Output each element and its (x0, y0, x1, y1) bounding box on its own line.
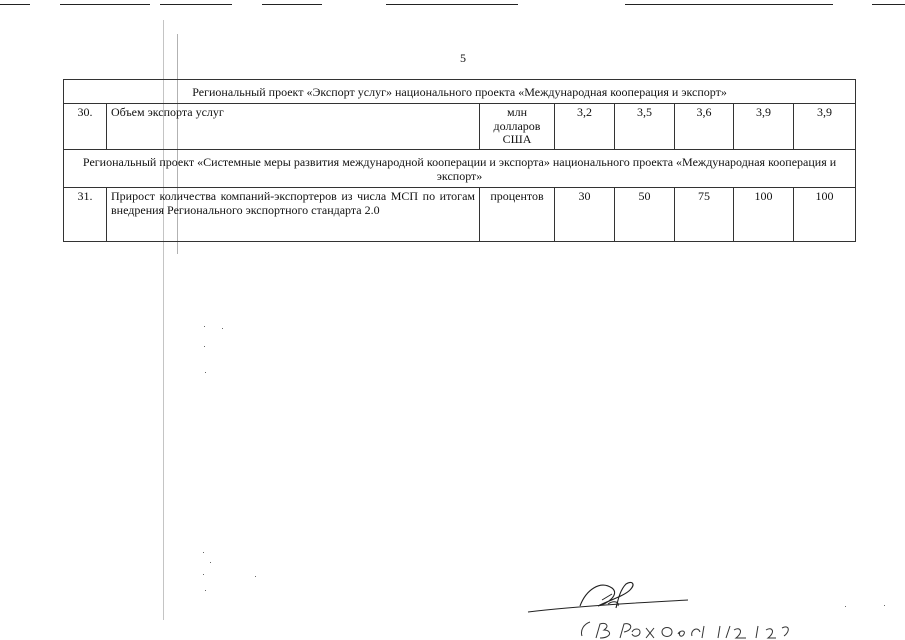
scan-speck (845, 606, 846, 607)
scan-speck (205, 590, 206, 591)
scan-speck (255, 576, 256, 577)
row-number: 30. (64, 103, 107, 149)
scan-edge-line (386, 4, 518, 5)
scan-edge-line (625, 4, 833, 5)
scan-speck (205, 372, 206, 373)
scan-speck (203, 552, 204, 553)
value-cell: 75 (675, 187, 734, 241)
value-cell: 3,9 (794, 103, 856, 149)
row-number: 31. (64, 187, 107, 241)
scan-speck (203, 574, 204, 575)
value-cell: 100 (734, 187, 794, 241)
scan-edge-line (0, 4, 30, 5)
table-row (64, 103, 856, 149)
unit-cell: млн долларов США (480, 103, 555, 149)
scan-edge-line (160, 4, 232, 5)
unit-cell: процентов (480, 187, 555, 241)
page-number: 5 (460, 51, 466, 65)
scan-edge-line (872, 4, 905, 5)
indicator-name: Объем экспорта услуг (107, 103, 480, 149)
value-cell: 3,5 (615, 103, 675, 149)
table-row (64, 187, 856, 241)
scan-speck (884, 605, 885, 606)
section-title: Региональный проект «Системные меры развития международной кооперации и экспорта» национального проекта «Международная кооперация и экспорт» (64, 150, 856, 188)
scan-speck (222, 328, 223, 329)
scan-speck (204, 326, 205, 327)
indicator-name: Прирост количества компаний-экспортеров из числа МСП по итогам внедрения Регионального экспортного стандарта 2.0 (107, 187, 480, 241)
scan-speck (204, 346, 205, 347)
value-cell: 3,6 (675, 103, 734, 149)
value-cell: 50 (615, 187, 675, 241)
section-header-row (64, 150, 856, 188)
value-cell: 30 (555, 187, 615, 241)
value-cell: 3,2 (555, 103, 615, 149)
section-header-row (64, 80, 856, 104)
indicators-table (63, 79, 856, 242)
section-title: Региональный проект «Экспорт услуг» национального проекта «Международная кооперация и экспорт» (64, 80, 856, 104)
scan-speck (210, 562, 211, 563)
value-cell: 3,9 (734, 103, 794, 149)
scan-edge-line (60, 4, 150, 5)
value-cell: 100 (794, 187, 856, 241)
handwritten-signature (520, 560, 820, 640)
scan-edge-line (262, 4, 322, 5)
